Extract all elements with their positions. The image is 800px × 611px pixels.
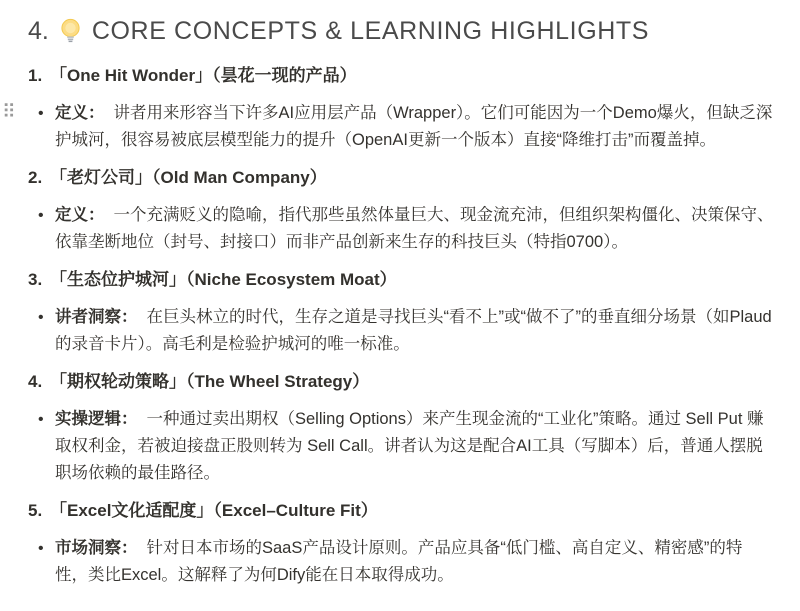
concept-heading bbox=[28, 370, 775, 394]
concept-number: 2. bbox=[28, 168, 43, 187]
bullet-item bbox=[28, 406, 775, 487]
concept-item bbox=[28, 268, 775, 358]
concept-item bbox=[28, 64, 775, 154]
bullet-marker-icon: • bbox=[38, 540, 44, 557]
concept-number: 5. bbox=[28, 501, 43, 520]
bullet-marker-icon: • bbox=[38, 105, 44, 122]
bullet-item bbox=[28, 202, 775, 256]
concept-heading bbox=[28, 268, 775, 292]
bullet-marker-icon: • bbox=[38, 207, 44, 224]
bullet-text: 一个充满贬义的隐喻，指代那些虽然体量巨大、现金流充沛，但组织架构僵化、决策保守、依靠垄断地位（封号、封接口）而非产品创新来生存的科技巨头（特指0700）。 bbox=[55, 206, 774, 251]
bullet-term: 讲者洞察： bbox=[55, 308, 138, 326]
bullet-item bbox=[28, 100, 775, 154]
concept-heading-text: 「老灯公司」（Old Man Company） bbox=[50, 168, 327, 187]
concept-heading-text: 「Excel文化适配度」（Excel–Culture Fit） bbox=[50, 501, 378, 520]
concept-item bbox=[28, 166, 775, 256]
bullet-term: 定义： bbox=[55, 104, 105, 122]
bullet-text: 一种通过卖出期权（Selling Options）来产生现金流的“工业化”策略。通过 Sell Put 赚取权利金，若被迫接盘正股则转为 Sell Call。讲者认为这是配合AI工具（写脚本）后，普通人摆脱职场依赖的最佳路径。 bbox=[55, 410, 764, 482]
section-title-number: 4. bbox=[28, 17, 49, 45]
bullet-marker-icon: • bbox=[38, 411, 44, 428]
bullet-text: 在巨头林立的时代，生存之道是寻找巨头“看不上”或“做不了”的垂直细分场景（如Plaud的录音卡片）。高毛利是检验护城河的唯一标准。 bbox=[55, 308, 772, 353]
concept-heading bbox=[28, 166, 775, 190]
bullet-item bbox=[28, 535, 775, 589]
concept-heading-text: 「生态位护城河」（Niche Ecosystem Moat） bbox=[50, 270, 397, 289]
concept-heading-text: 「One Hit Wonder」（昙花一现的产品） bbox=[50, 66, 357, 85]
concept-heading bbox=[28, 499, 775, 523]
concept-heading bbox=[28, 64, 775, 88]
concept-number: 1. bbox=[28, 66, 43, 85]
bullet-term: 定义： bbox=[55, 206, 105, 224]
concept-item bbox=[28, 370, 775, 487]
drag-handle-icon[interactable]: ⠿ bbox=[2, 101, 16, 123]
section-title bbox=[28, 14, 775, 48]
bullet-marker-icon: • bbox=[38, 309, 44, 326]
bullet-text: 针对日本市场的SaaS产品设计原则。产品应具备“低门槛、高自定义、精密感”的特性，类比Excel。这解释了为何Dify能在日本取得成功。 bbox=[55, 539, 743, 584]
bullet-text: 讲者用来形容当下许多AI应用层产品（Wrapper）。它们可能因为一个Demo爆火，但缺乏深护城河，很容易被底层模型能力的提升（OpenAI更新一个版本）直接“降维打击”而覆盖掉。 bbox=[55, 104, 773, 149]
section-title-text: CORE CONCEPTS & LEARNING HIGHLIGHTS bbox=[91, 17, 650, 45]
concept-number: 4. bbox=[28, 372, 43, 391]
lightbulb-icon bbox=[59, 18, 82, 44]
concept-item bbox=[28, 499, 775, 589]
concept-number: 3. bbox=[28, 270, 43, 289]
bullet-item bbox=[28, 304, 775, 358]
bullet-term: 实操逻辑： bbox=[55, 410, 138, 428]
bullet-term: 市场洞察： bbox=[55, 539, 138, 557]
concept-heading-text: 「期权轮动策略」（The Wheel Strategy） bbox=[50, 372, 370, 391]
